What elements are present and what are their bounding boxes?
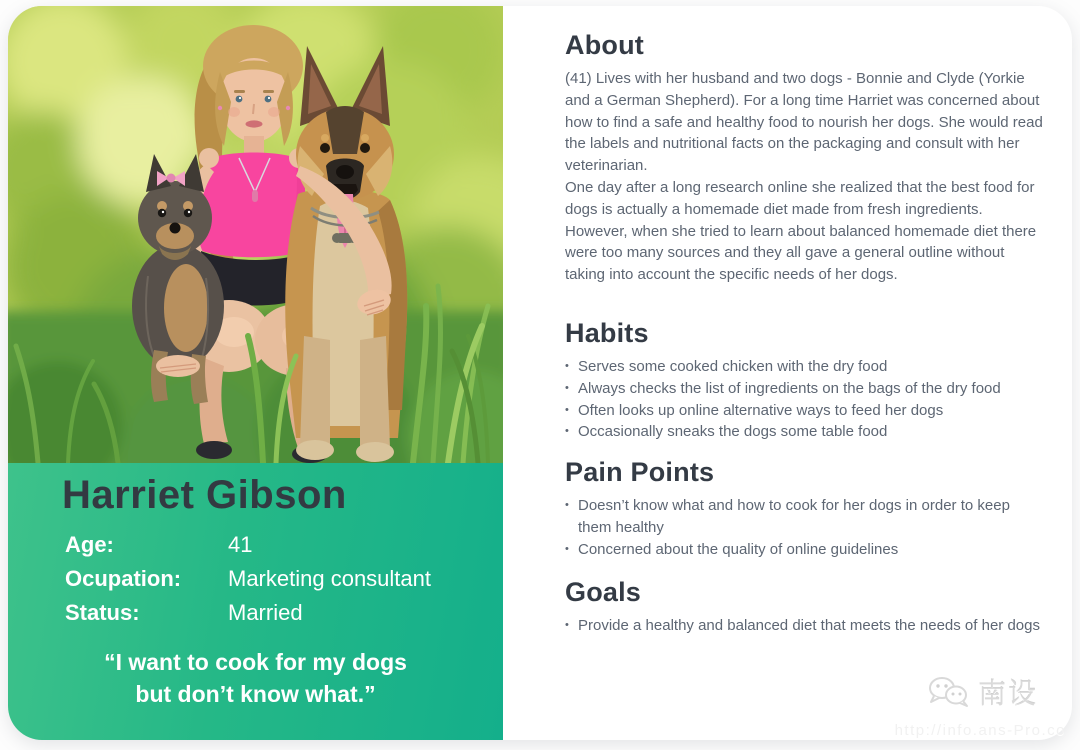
pain-point-item: • Concerned about the quality of online guidelines bbox=[565, 539, 1047, 561]
bullet-icon: • bbox=[565, 499, 569, 512]
watermark-brand: 南设 bbox=[977, 678, 1038, 709]
habit-item: • Serves some cooked chicken with the dry food bbox=[565, 356, 1047, 378]
habit-item: • Always checks the list of ingredients on the bags of the dry food bbox=[565, 378, 1047, 400]
habits-list bbox=[565, 356, 1047, 443]
field-age-value: 41 bbox=[228, 532, 253, 557]
bullet-icon: • bbox=[565, 359, 569, 372]
persona-photo-illustration bbox=[8, 6, 503, 463]
bullet-icon: • bbox=[565, 542, 569, 555]
persona-card bbox=[8, 6, 1072, 740]
section-goals bbox=[565, 577, 1047, 637]
watermark-url: http://info.ans-Pro.co bbox=[894, 722, 1066, 739]
quote-line-1: “I want to cook for my dogs bbox=[104, 649, 407, 675]
field-occupation-value: Marketing consultant bbox=[228, 566, 431, 591]
field-occupation-label: Ocupation: bbox=[65, 566, 182, 591]
field-status-label: Status: bbox=[65, 600, 140, 625]
field-status bbox=[65, 600, 431, 626]
bullet-icon: • bbox=[565, 403, 569, 416]
about-paragraph-1: (41) Lives with her husband and two dogs - Bonnie and Clyde (Yorkie and a German Shepherd). For a long time Harriet was concerned about how to find a safe and healthy food to nourish her dogs. She would read the labels and nutritional facts on the packaging and consult with her veterinarian. bbox=[565, 70, 1043, 175]
pain-points-title: Pain Points bbox=[565, 457, 715, 488]
persona-details-column bbox=[565, 30, 1047, 636]
habit-item: • Occasionally sneaks the dogs some table food bbox=[565, 421, 1047, 443]
persona-photo bbox=[8, 6, 503, 463]
field-occupation bbox=[65, 566, 431, 592]
section-pain-points bbox=[565, 457, 1047, 560]
bullet-icon: • bbox=[565, 618, 569, 631]
goals-title: Goals bbox=[565, 576, 642, 607]
about-paragraph-2: One day after a long research online she realized that the best food for dogs is actually a homemade diet made from fresh ingredients. However, when she tried to learn about balanced homemade diet there were too many sources and they all gave a general outline without taking into account the specific needs of her dogs. bbox=[565, 178, 1037, 284]
habit-item: • Often looks up online alternative ways to feed her dogs bbox=[565, 400, 1047, 422]
quote-line-2: but don’t know what.” bbox=[135, 681, 376, 707]
bullet-icon: • bbox=[565, 381, 569, 394]
goals-list bbox=[565, 615, 1047, 637]
field-age bbox=[65, 532, 431, 558]
field-age-label: Age: bbox=[65, 532, 114, 557]
goal-item: • Provide a healthy and balanced diet that meets the needs of her dogs bbox=[565, 615, 1047, 637]
persona-fields bbox=[65, 532, 431, 634]
bullet-icon: • bbox=[565, 425, 569, 438]
watermark bbox=[927, 672, 1038, 712]
habits-title: Habits bbox=[565, 317, 649, 348]
persona-info-panel bbox=[8, 463, 503, 740]
pain-point-item: • Doesn’t know what and how to cook for her dogs in order to keep them healthy bbox=[565, 495, 1047, 539]
persona-name: Harriet Gibson bbox=[62, 473, 347, 517]
section-habits bbox=[565, 318, 1047, 443]
persona-quote bbox=[8, 646, 503, 710]
section-about bbox=[565, 30, 1047, 286]
about-title: About bbox=[565, 30, 644, 60]
field-status-value: Married bbox=[228, 600, 303, 625]
pain-points-list bbox=[565, 495, 1047, 560]
wechat-icon bbox=[927, 675, 971, 709]
